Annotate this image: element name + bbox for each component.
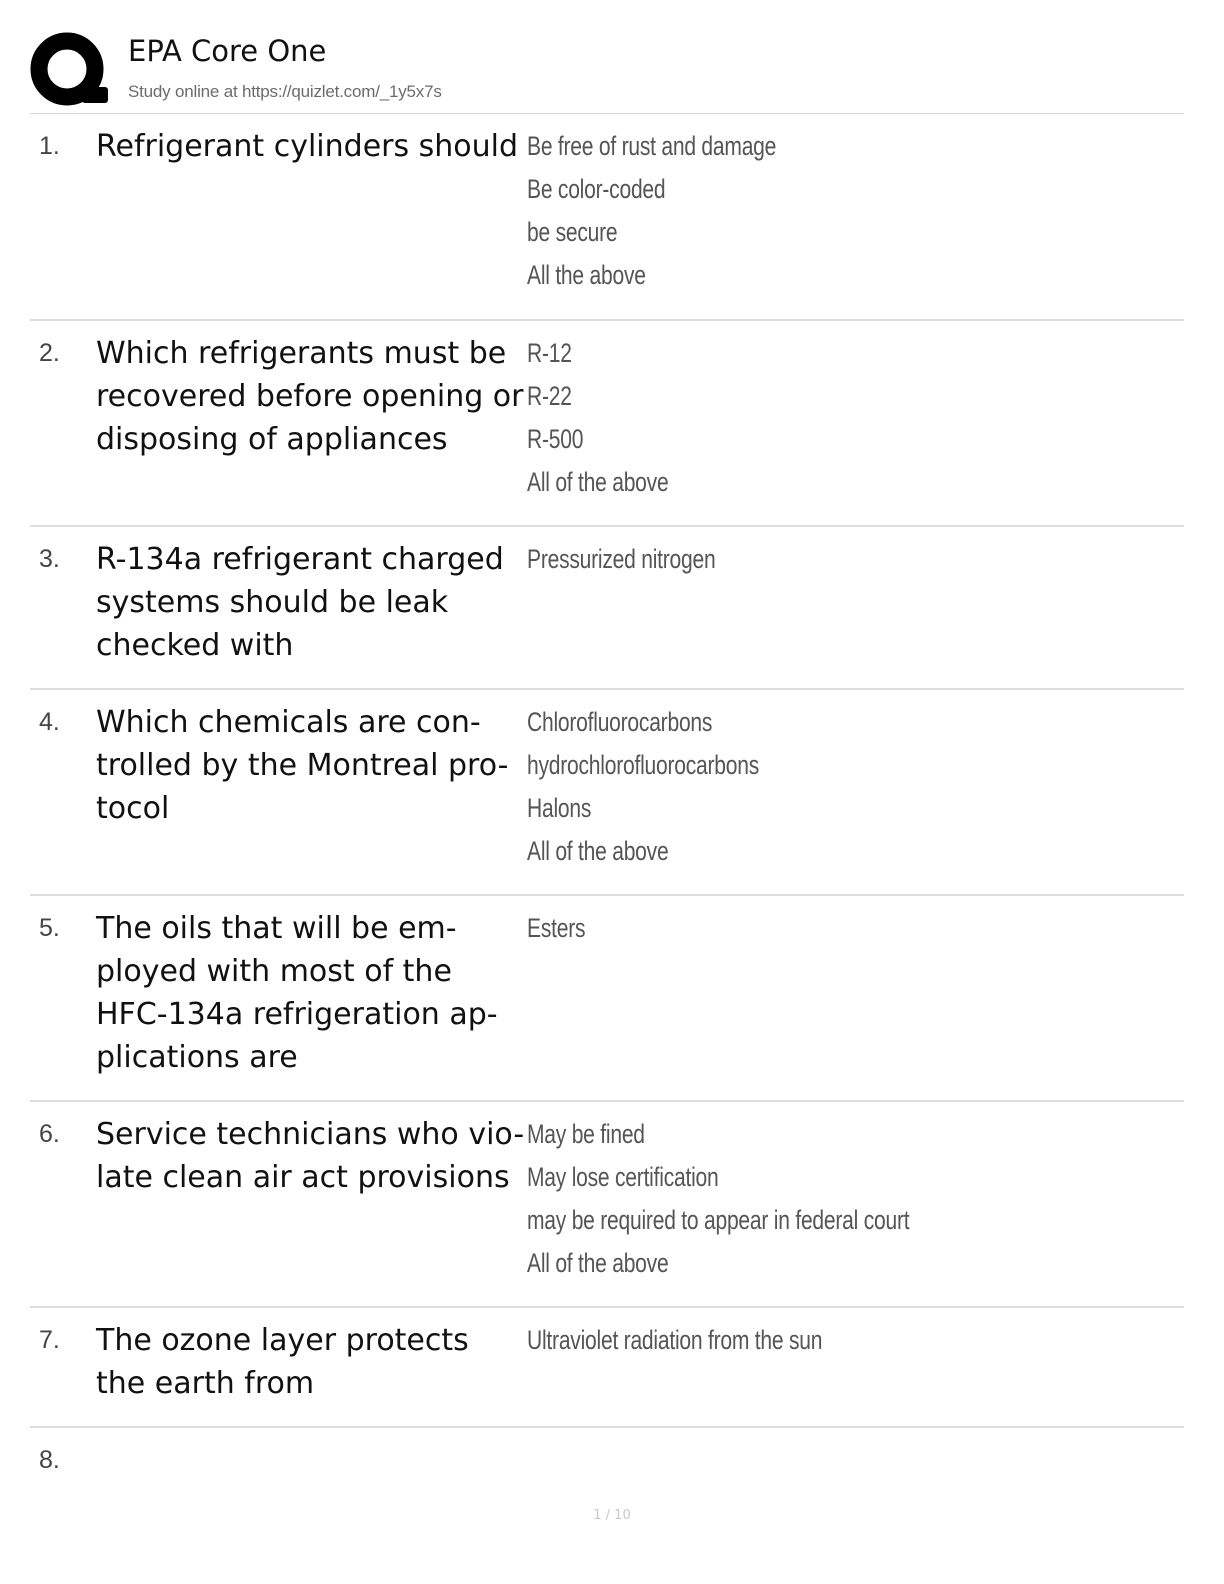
card-term: Service technicians who vio-late clean air act provisions <box>96 1117 525 1195</box>
definition-item: May lose certification <box>527 1162 719 1192</box>
definition-item: Be color-coded <box>527 174 666 204</box>
flashcard-row <box>30 896 1184 1102</box>
definition-item: Esters <box>527 913 586 943</box>
flashcard-row <box>30 1428 1184 1518</box>
card-term: Refrigerant cylinders should <box>96 129 519 164</box>
definition-item: All of the above <box>527 1248 669 1278</box>
card-number: 7. <box>39 1326 60 1354</box>
flashcard-row <box>30 1102 1184 1308</box>
card-definitions <box>527 701 824 873</box>
quizlet-logo-icon <box>30 32 110 108</box>
card-term: Which chemicals are con-trolled by the Montreal pro-tocol <box>96 705 509 826</box>
definition-item: R-500 <box>527 424 584 454</box>
card-definitions <box>527 538 769 581</box>
flashcard-row <box>30 321 1184 527</box>
card-number: 3. <box>39 545 60 573</box>
card-definitions <box>527 332 708 504</box>
definition-item: Ultraviolet radiation from the sun <box>527 1325 823 1355</box>
definition-item: Be free of rust and damage <box>527 131 777 161</box>
flashcard-row <box>30 527 1184 690</box>
card-definitions <box>527 1319 905 1362</box>
definition-item: hydrochlorofluorocarbons <box>527 750 760 780</box>
definition-item: Pressurized nitrogen <box>527 544 716 574</box>
page-header <box>30 28 1184 114</box>
definition-item: R-12 <box>527 338 572 368</box>
card-term: R-134a refrigerant charged systems should be leak checked with <box>96 542 504 663</box>
definition-item: All of the above <box>527 467 669 497</box>
card-number: 2. <box>39 339 60 367</box>
card-number: 8. <box>39 1446 60 1474</box>
card-number: 5. <box>39 914 60 942</box>
definition-item: All the above <box>527 260 646 290</box>
card-number: 1. <box>39 132 60 160</box>
card-definitions <box>527 125 846 297</box>
flashcard-row <box>30 1308 1184 1428</box>
card-term: The oils that will be em-ployed with most of the HFC-134a refrigeration ap-plications are <box>96 911 498 1075</box>
definition-item: R-22 <box>527 381 572 411</box>
study-online-link[interactable]: Study online at https://quizlet.com/_1y5x7s <box>128 82 442 101</box>
document-title: EPA Core One <box>128 34 327 68</box>
definition-item: Chlorofluorocarbons <box>527 707 713 737</box>
page-number: 1 / 10 <box>593 1508 631 1523</box>
card-definitions <box>527 1113 1017 1285</box>
definition-item: All of the above <box>527 836 669 866</box>
definition-item: may be required to appear in federal court <box>527 1205 910 1235</box>
card-number: 4. <box>39 708 60 736</box>
card-term: Which refrigerants must be recovered before opening or disposing of appliances <box>96 336 524 457</box>
card-definitions <box>527 907 602 950</box>
card-number: 6. <box>39 1120 60 1148</box>
definition-item: Halons <box>527 793 592 823</box>
flashcard-row <box>30 114 1184 321</box>
definition-item: May be fined <box>527 1119 645 1149</box>
definition-item: be secure <box>527 217 618 247</box>
flashcard-row <box>30 690 1184 896</box>
flashcard-list <box>30 114 1184 1518</box>
card-term: The ozone layer protects the earth from <box>96 1323 469 1401</box>
